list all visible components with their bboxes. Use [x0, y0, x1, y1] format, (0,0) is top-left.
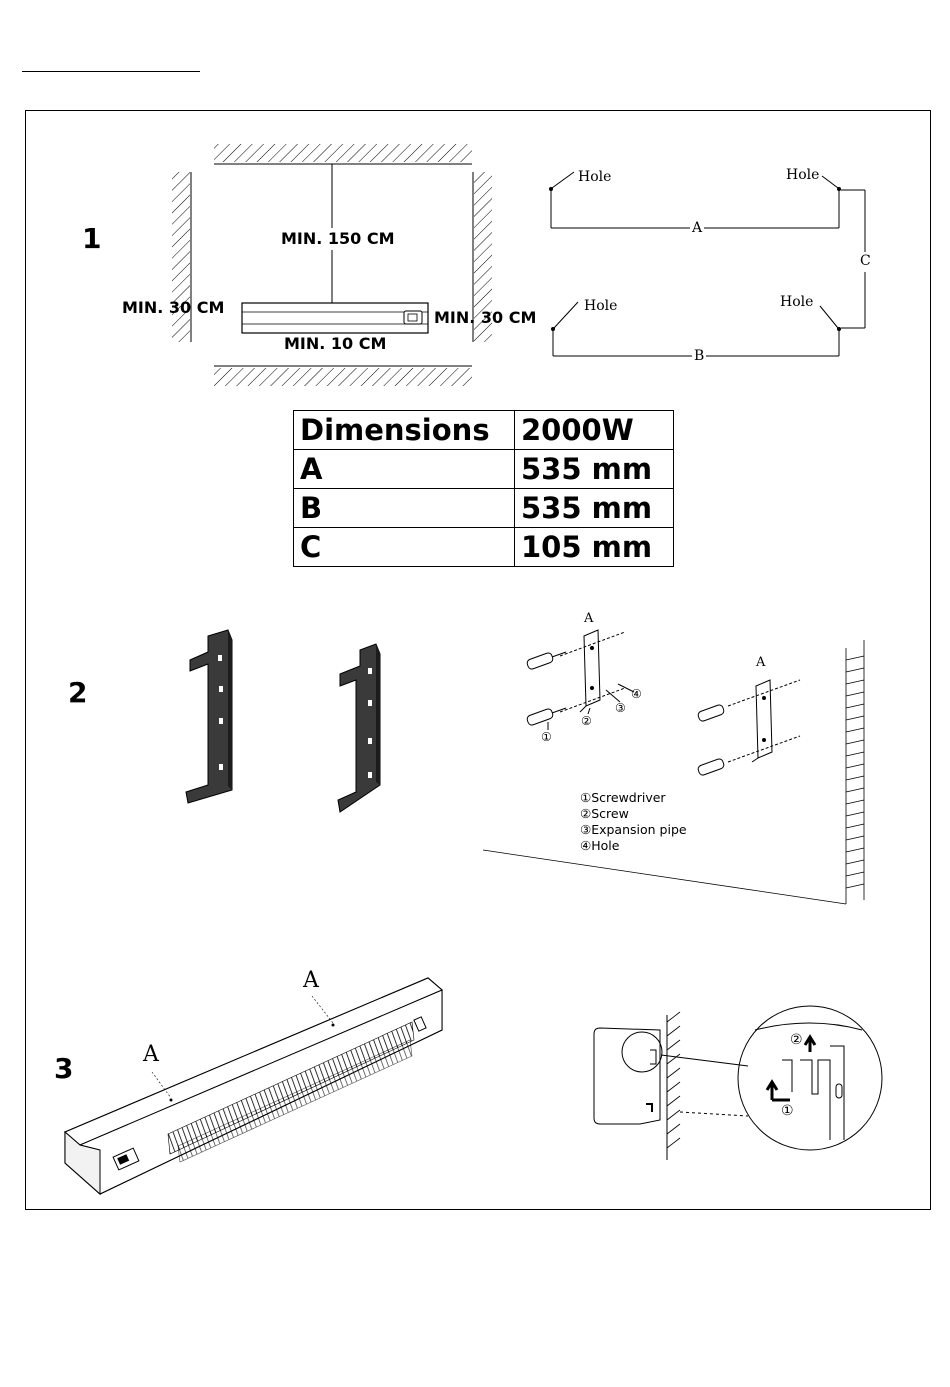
dimension-label-b: B [694, 348, 705, 364]
dimension-label-c: C [860, 253, 871, 269]
mounting-label-a-right: A [756, 655, 766, 670]
dimension-label-a: A [692, 220, 703, 236]
table-cell: 105 mm [515, 528, 674, 567]
legend-item: ②Screw [580, 806, 629, 821]
legend-item: ④Hole [580, 838, 620, 853]
clearance-right-label: MIN. 30 CM [434, 308, 537, 327]
hole-label-bottom-right: Hole [780, 294, 814, 310]
table-cell: 535 mm [515, 450, 674, 489]
table-cell: 535 mm [515, 489, 674, 528]
install-label-a-left: A [143, 1042, 159, 1067]
hole-label-top-right: Hole [786, 167, 820, 183]
hole-label-top-left: Hole [578, 169, 612, 185]
callout-lift-step: ① [781, 1103, 794, 1119]
step-number-2: 2 [68, 676, 88, 709]
callout-screw: ② [581, 714, 592, 728]
callout-hook-step: ② [790, 1032, 803, 1048]
hole-label-bottom-left: Hole [584, 298, 618, 314]
table-cell: A [294, 450, 515, 489]
install-label-a-right: A [303, 968, 319, 993]
step-number-1: 1 [82, 222, 102, 255]
hang-detail [594, 1006, 882, 1160]
mounting-label-a-left: A [584, 611, 594, 626]
table-cell: C [294, 528, 515, 567]
table-cell: B [294, 489, 515, 528]
callout-screwdriver: ① [541, 730, 552, 744]
clearance-top-label: MIN. 150 CM [281, 229, 395, 248]
step-number-3: 3 [54, 1052, 74, 1085]
table-header-cell: Dimensions [294, 411, 515, 450]
callout-expansion-pipe: ③ [615, 701, 626, 715]
callout-hole: ④ [631, 687, 642, 701]
legend-item: ③Expansion pipe [580, 822, 687, 837]
legend-item: ①Screwdriver [580, 790, 666, 805]
clearance-left-label: MIN. 30 CM [122, 298, 225, 317]
clearance-bottom-label: MIN. 10 CM [284, 334, 387, 353]
table-header-cell: 2000W [515, 411, 674, 450]
